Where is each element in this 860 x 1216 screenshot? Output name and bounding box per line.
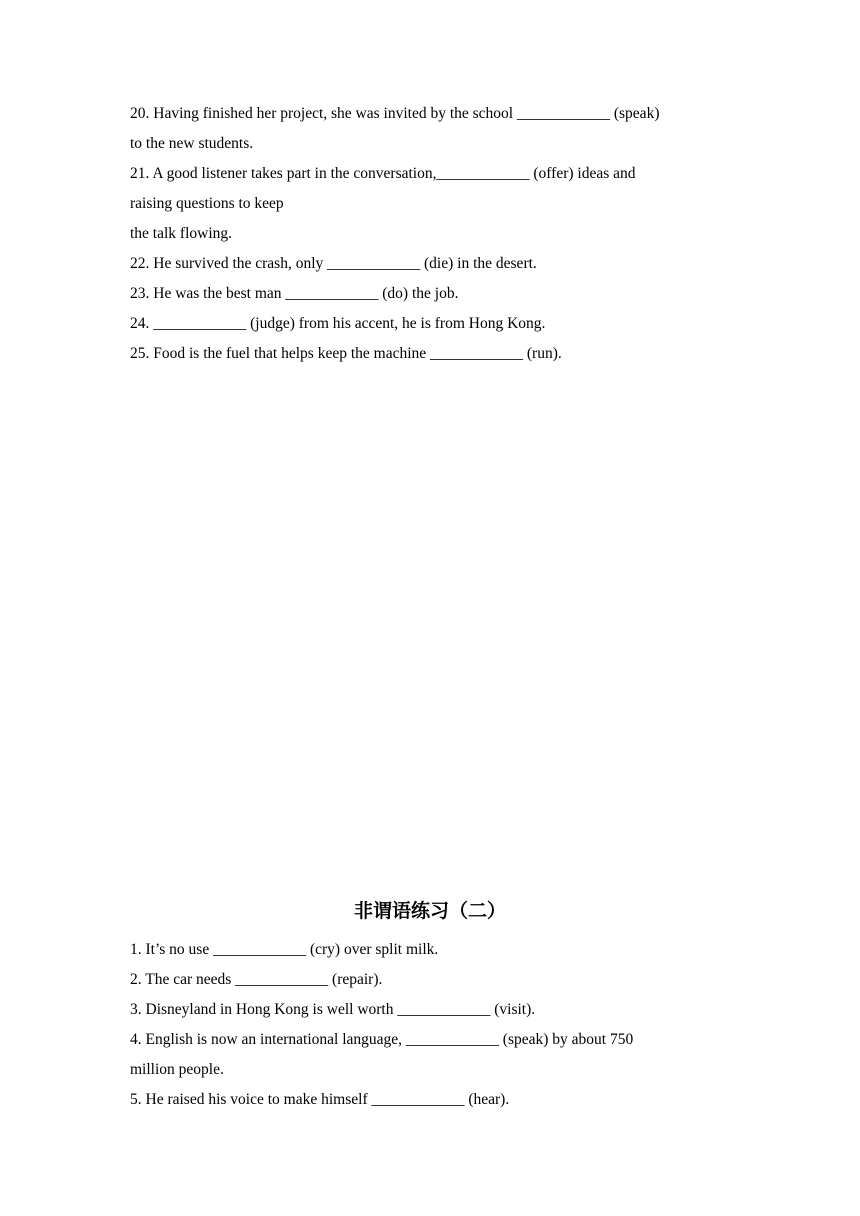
exercise-25: 25. Food is the fuel that helps keep the machine ____________ (run).	[130, 345, 562, 362]
exercise-1: 1. It’s no use ____________ (cry) over split milk.	[130, 941, 439, 958]
exercise-2: 2. The car needs ____________ (repair).	[130, 971, 383, 988]
exercise-5: 5. He raised his voice to make himself ____________ (hear).	[130, 1091, 510, 1108]
exercise-22: 22. He survived the crash, only ____________ (die) in the desert.	[130, 255, 537, 272]
exercise-3: 3. Disneyland in Hong Kong is well worth ____________ (visit).	[130, 1001, 536, 1018]
exercise-21-line-2: raising questions to keep	[130, 195, 284, 212]
exercise-21-line-3: the talk flowing.	[130, 225, 233, 242]
exercise-20-line-1: 20. Having finished her project, she was invited by the school ____________ (speak)	[130, 105, 660, 122]
section-title: 非谓语练习（二）	[353, 900, 506, 922]
exercise-4-line-1: 4. English is now an international language, ____________ (speak) by about 750	[130, 1031, 634, 1048]
exercise-20-line-2: to the new students.	[130, 135, 254, 152]
exercise-21-line-1: 21. A good listener takes part in the conversation,____________ (offer) ideas and	[130, 165, 636, 182]
exercise-23: 23. He was the best man ____________ (do) the job.	[130, 285, 459, 302]
exercise-4-line-2: million people.	[130, 1061, 224, 1078]
exercise-24: 24. ____________ (judge) from his accent, he is from Hong Kong.	[130, 315, 546, 332]
